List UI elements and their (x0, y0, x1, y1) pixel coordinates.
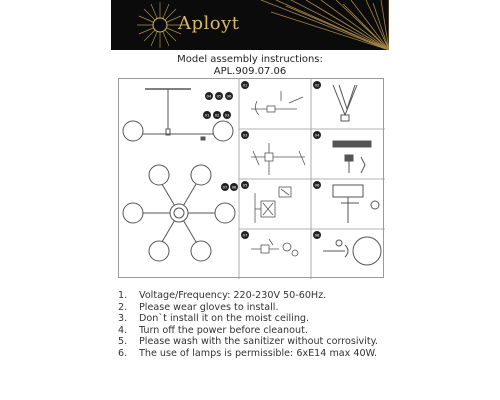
notes-list (118, 290, 378, 360)
step-badge-03: 03 (242, 132, 248, 138)
note-number: 4. (118, 324, 128, 336)
step-04-illustration (333, 141, 371, 173)
model-number: APL.909.07.06 (213, 66, 287, 77)
instructions-title: Model assembly instructions: (177, 54, 323, 65)
callout-03: 03 (224, 112, 230, 118)
callout-07: 07 (222, 184, 228, 190)
note-text: Don`t install it on the moist ceiling. (139, 313, 310, 325)
step-08-illustration (323, 237, 381, 265)
note-item (118, 290, 378, 302)
step-badge-02: 02 (314, 82, 320, 88)
note-item (118, 336, 378, 348)
note-text: The use of lamps is permissible: 6xE14 max 40W. (139, 347, 378, 359)
note-text: Please wear gloves to install. (139, 301, 279, 313)
callout-05: 05 (216, 93, 222, 99)
note-item (118, 302, 378, 314)
step-badge-05: 05 (242, 182, 248, 188)
step-badge-06: 06 (314, 182, 320, 188)
note-number: 6. (118, 347, 128, 359)
step-03-illustration (251, 143, 305, 175)
step-badge-01: 01 (242, 82, 248, 88)
step-07-illustration (251, 239, 298, 256)
note-number: 5. (118, 336, 128, 348)
assembly-diagram-svg (119, 79, 385, 279)
callout-02: 02 (214, 112, 220, 118)
callout-01: 01 (204, 112, 210, 118)
callout-08: 08 (231, 184, 237, 190)
assembly-diagram (118, 78, 384, 278)
callout-06: 06 (226, 93, 232, 99)
brand-banner (111, 0, 389, 50)
step-badge-04: 04 (314, 132, 320, 138)
callout-04: 04 (206, 93, 212, 99)
note-number: 3. (118, 313, 128, 325)
note-item (118, 313, 378, 325)
note-text: Voltage/Frequency: 220-230V 50-60Hz. (139, 290, 327, 301)
note-text: Turn off the power before cleanout. (139, 324, 308, 336)
step-01-illustration (251, 91, 303, 115)
note-item (118, 325, 378, 337)
brand-logo-text: Aployt (178, 13, 240, 34)
step-badge-08: 08 (314, 232, 320, 238)
note-item (118, 348, 378, 360)
sunburst-decoration (111, 0, 389, 50)
chandelier-top-view (123, 165, 235, 261)
step-05-illustration (255, 187, 291, 223)
note-text: Please wash with the sanitizer without corrosivity. (139, 336, 378, 348)
note-number: 2. (118, 301, 128, 313)
step-06-illustration (333, 185, 379, 223)
step-badge-07: 07 (242, 232, 248, 238)
step-02-illustration (333, 85, 357, 121)
note-number: 1. (118, 290, 128, 301)
